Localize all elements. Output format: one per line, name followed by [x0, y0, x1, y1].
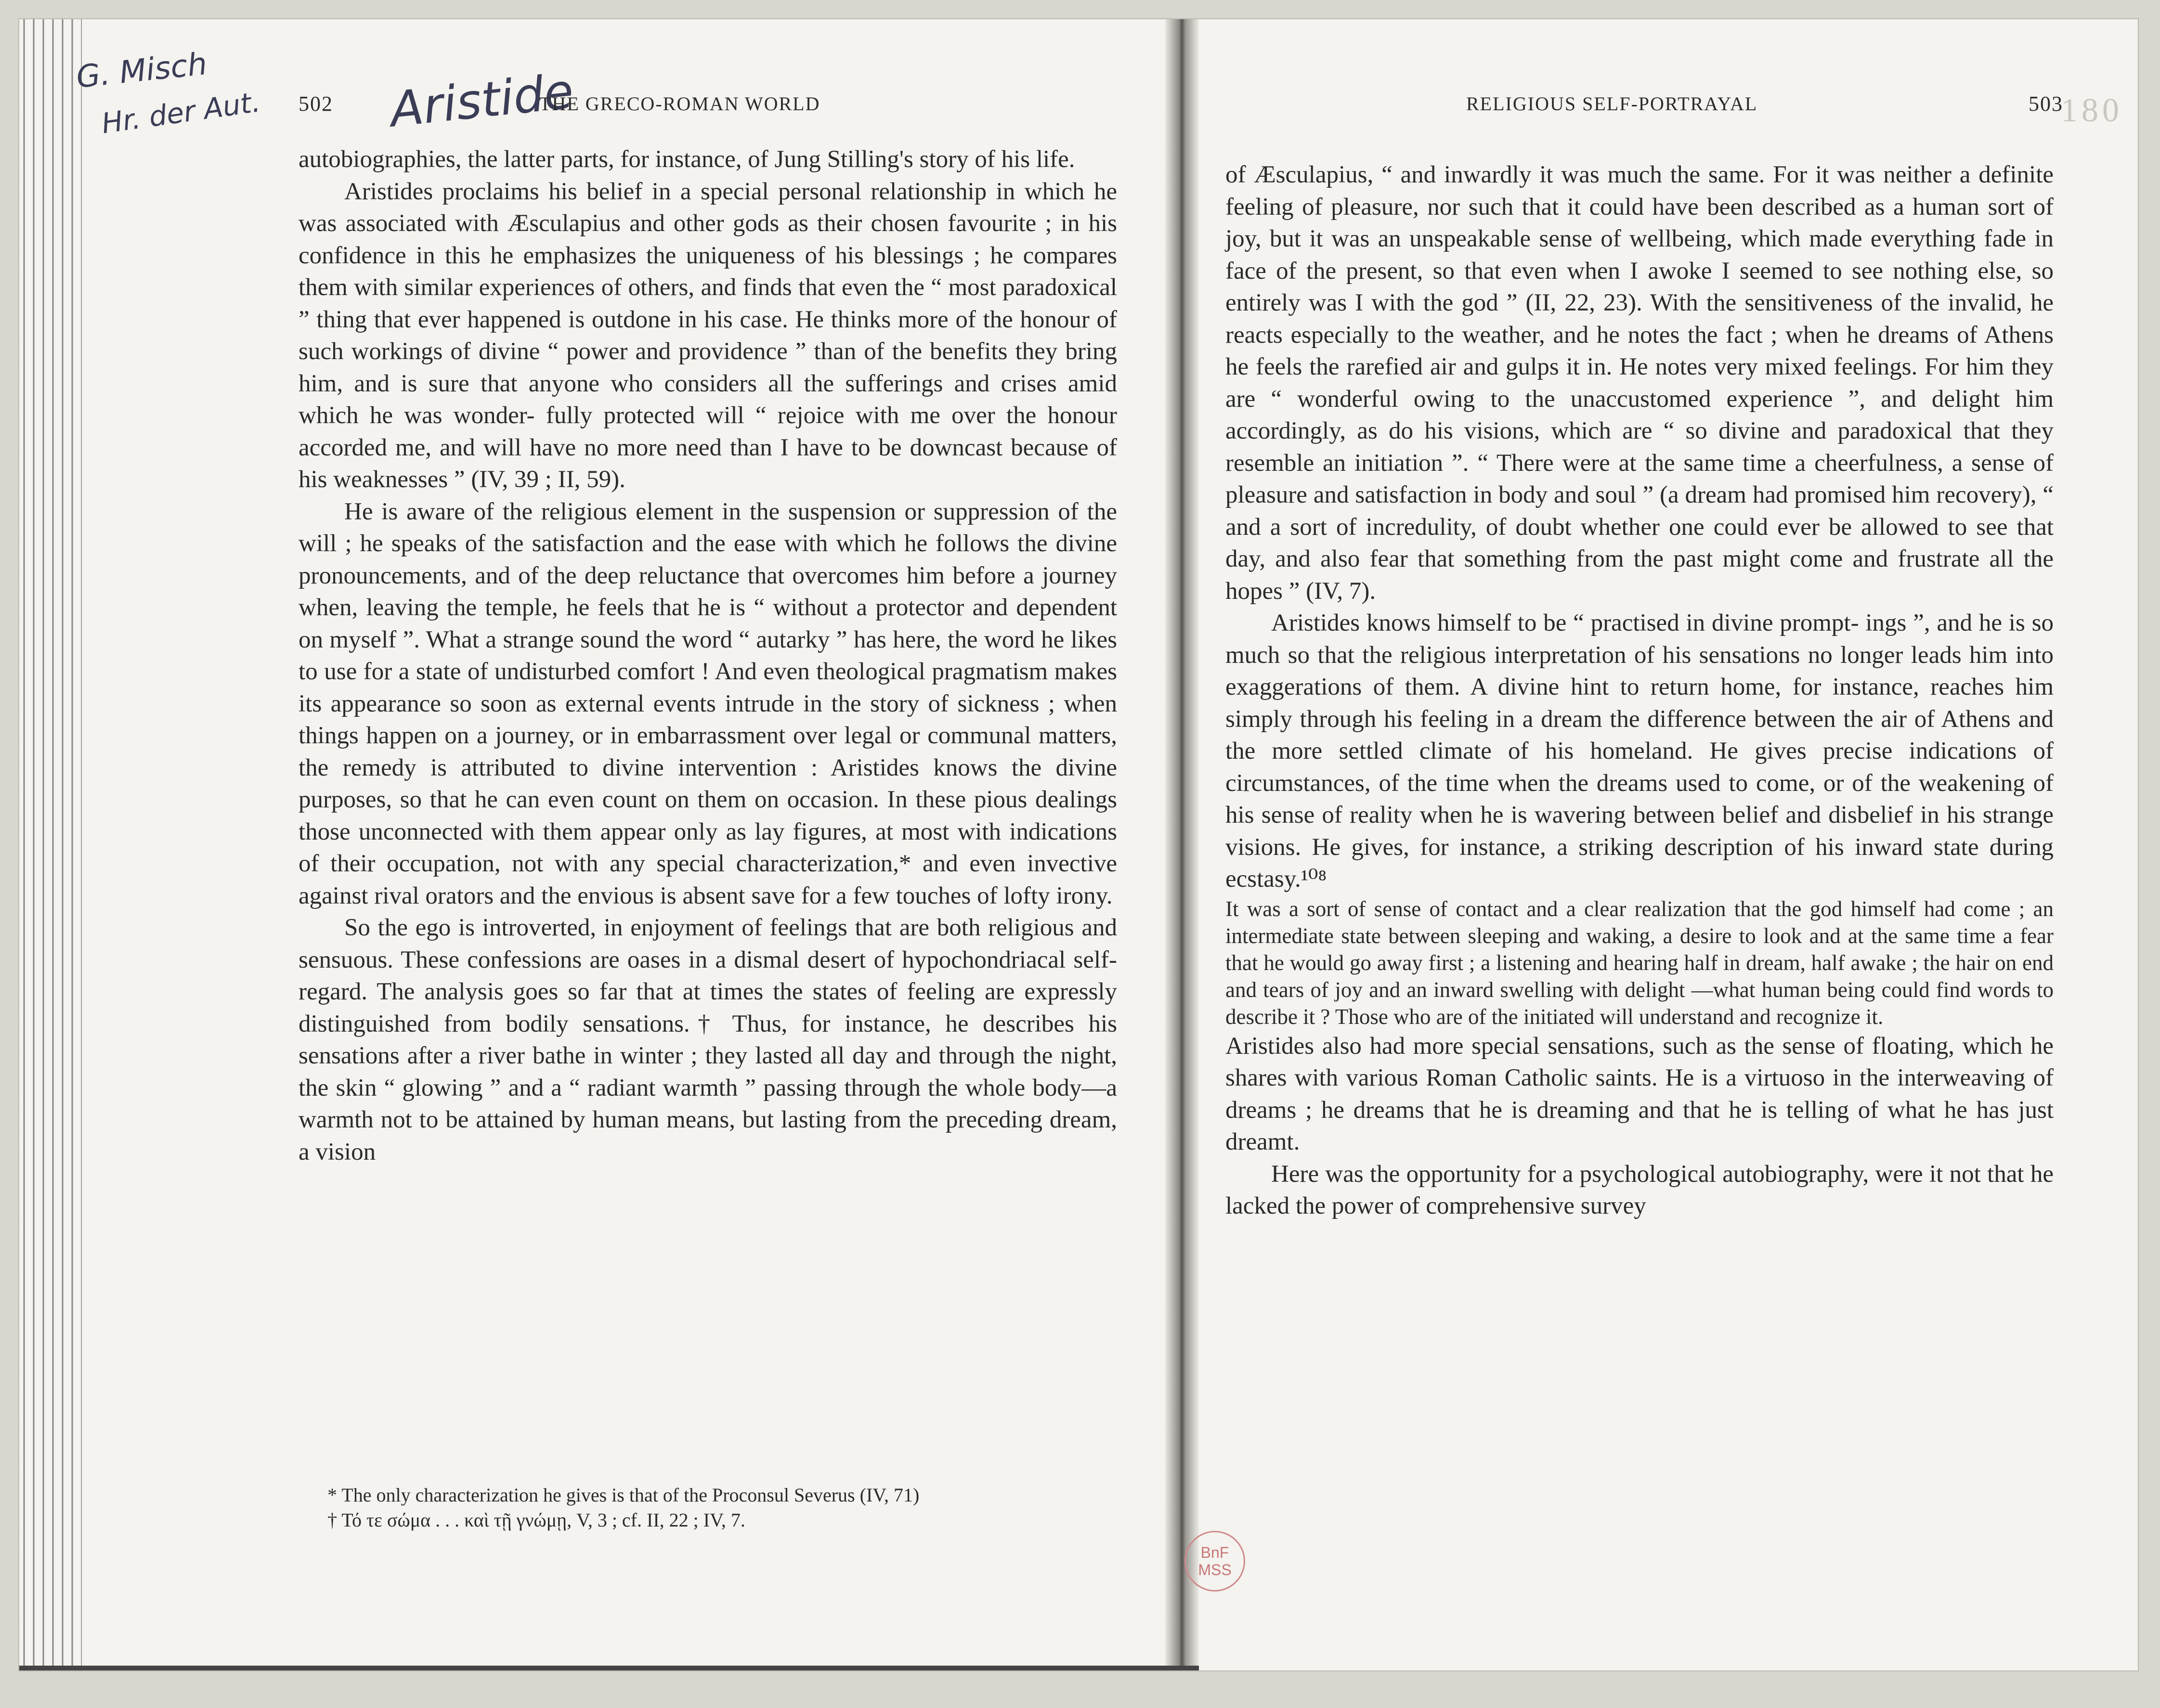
- paragraph: of Æsculapius, “ and inwardly it was much the same. For it was neither a definite feeling of pleasure, nor such that it could have been described as a human sort of joy, but it was an unspeakable sense of wellbeing, which made everything fade in face of the present, so that even when I awoke I seemed to see nothing else, so entirely was I with the god ” (II, 22, 23). With the sensitiveness of the invalid, he reacts especially to the weather, and he notes the fact ; when he dreams of Athens he feels the rarefied air and gulps it in. He notes very mixed feelings. For him they are “ wonderful owing to the unaccustomed experience ”, and delight him accordingly, as do his visions, which are “ so divine and paradoxical that they resemble an initiation ”. “ There were at the same time a cheerfulness, a sense of pleasure and satisfaction in body and soul ” (a dream had promised him recovery), “ and a sort of incredulity, of doubt whether one could ever be allowed to see that day, and also fear that something from the past might come and frustrate all the hopes ” (IV, 7).: [1225, 161, 2054, 605]
- page-edges: [19, 19, 82, 1670]
- footnote: * The only characterization he gives is that of the Proconsul Severus (IV, 71): [327, 1484, 920, 1506]
- paragraph: Aristides also had more special sensations, such as the sense of floating, which he shares with various Roman Catholic saints. He is a virtuoso in the interweaving of dreams ; he dreams that he is dreaming and that he is telling of what he has just dreamt.: [1225, 1032, 2054, 1155]
- footnote: † Τό τε σώμα . . . καὶ τῇ γνώμῃ, V, 3 ; cf. II, 22 ; IV, 7.: [327, 1509, 745, 1531]
- running-head-left: [279, 87, 1117, 120]
- paragraph: He is aware of the religious element in the suspension or suppression of the will ; he speaks of the satisfaction and the ease with which he follows the divine pronouncements, and of the deep reluctance that overcomes him before a journey when, leaving the temple, he feels that he is “ without a protector and dependent on myself ”. What a strange sound the word “ autarky ” has here, the word he likes to use for a state of undisturbed comfort ! And even theological pragmatism makes its appearance so soon as external events intrude in the story of sickness ; when things happen on a journey, or in embarrassment over legal or communal matters, the remedy is attributed to divine intervention : Aristides knows the divine purposes, so that he can even count on them on occasion. In these pious dealings those unconnected with them appear only as lay figures, at most with indications of their occupation, not with any special characterization,* and even invective against rival orators and the envious is absent save for a few touches of lofty irony.: [299, 498, 1117, 909]
- paragraph: Aristides proclaims his belief in a special personal relationship in which he was associated with Æsculapius and other gods as their chosen favourite ; in his confidence in this he emphasizes the uniqueness of his blessings ; he compares them with similar experiences of others, and finds that even the “ most paradoxical ” thing that ever happened is outdone in his case. He thinks more of the honour of such workings of divine “ power and providence ” than of the benefits they bring him, and is sure that anyone who considers all the sufferings and crises amid which he was wonder- fully protected will “ rejoice with me over the honour accorded me, and will have no more need than I have to be downcast because of his weaknesses ” (IV, 39 ; II, 59).: [299, 178, 1117, 493]
- left-page-body: [299, 143, 1117, 1168]
- running-head-title: THE GRECO-ROMAN WORLD: [539, 93, 820, 115]
- running-head-right: [1225, 87, 2063, 120]
- right-page-body: [1225, 159, 2054, 1222]
- footnotes: [327, 1483, 1098, 1533]
- library-stamp: BnF MSS: [1184, 1531, 1245, 1592]
- running-head-title: RELIGIOUS SELF-PORTRAYAL: [1466, 93, 1758, 115]
- folio-number: 180: [2061, 92, 2123, 129]
- handwritten-note-title: Aristide: [387, 63, 576, 138]
- paragraph: autobiographies, the latter parts, for instance, of Jung Stilling's story of his life.: [299, 146, 1075, 173]
- book-gutter: [1165, 19, 1199, 1670]
- bottom-edge-shadow: [19, 1666, 1199, 1670]
- paragraph: So the ego is introverted, in enjoyment of feelings that are both religious and sensuous. These confessions are oases in a dismal desert of hypochondriacal self-regard. The analysis goes so far that at times the states of feeling are expressly distinguished from bodily sensations.† Thus, for instance, he describes his sensations after a river bathe in winter ; they lasted all day and through the night, the skin “ glowing ” and a “ radiant warmth ” passing through the whole body—a warmth not to be attained by human means, but lasting from the preceding dream, a vision: [299, 914, 1117, 1165]
- book-spread-photocopy: [19, 19, 2138, 1670]
- paragraph: Here was the opportunity for a psychological autobiography, were it not that he lacked the power of comprehensive survey: [1225, 1160, 2054, 1219]
- block-quotation: It was a sort of sense of contact and a clear realization that the god himself had come ; an intermediate state between sleeping and waking, a desire to look and at the same time a fear that he would go away first ; a listening and hearing half in dream, half awake ; the hair on end and tears of joy and an inward swelling with delight —what human being could find words to describe it ? Those who are of the initiated will understand and recognize it.: [1225, 896, 2054, 1029]
- handwritten-note-ref: Hr. der Aut.: [99, 85, 262, 140]
- handwritten-note-author: G. Misch: [74, 46, 209, 96]
- page-number: 503: [2029, 92, 2063, 116]
- paragraph: Aristides knows himself to be “ practised in divine prompt- ings ”, and he is so much so that the religious interpretation of his sensations no longer leads him into exaggerations of them. A divine hint to return home, for instance, reaches him simply through his feeling in a dream the difference between the air of Athens and the more settled climate of his homeland. He gives precise indications of circumstances, of the time when the dreams used to come, or of the weakening of his sense of reality when he is wavering between belief and disbelief in his strange visions. He gives, for instance, a striking description of his inward state during ecstasy.¹⁰⁸: [1225, 609, 2054, 893]
- page-number: 502: [299, 92, 333, 116]
